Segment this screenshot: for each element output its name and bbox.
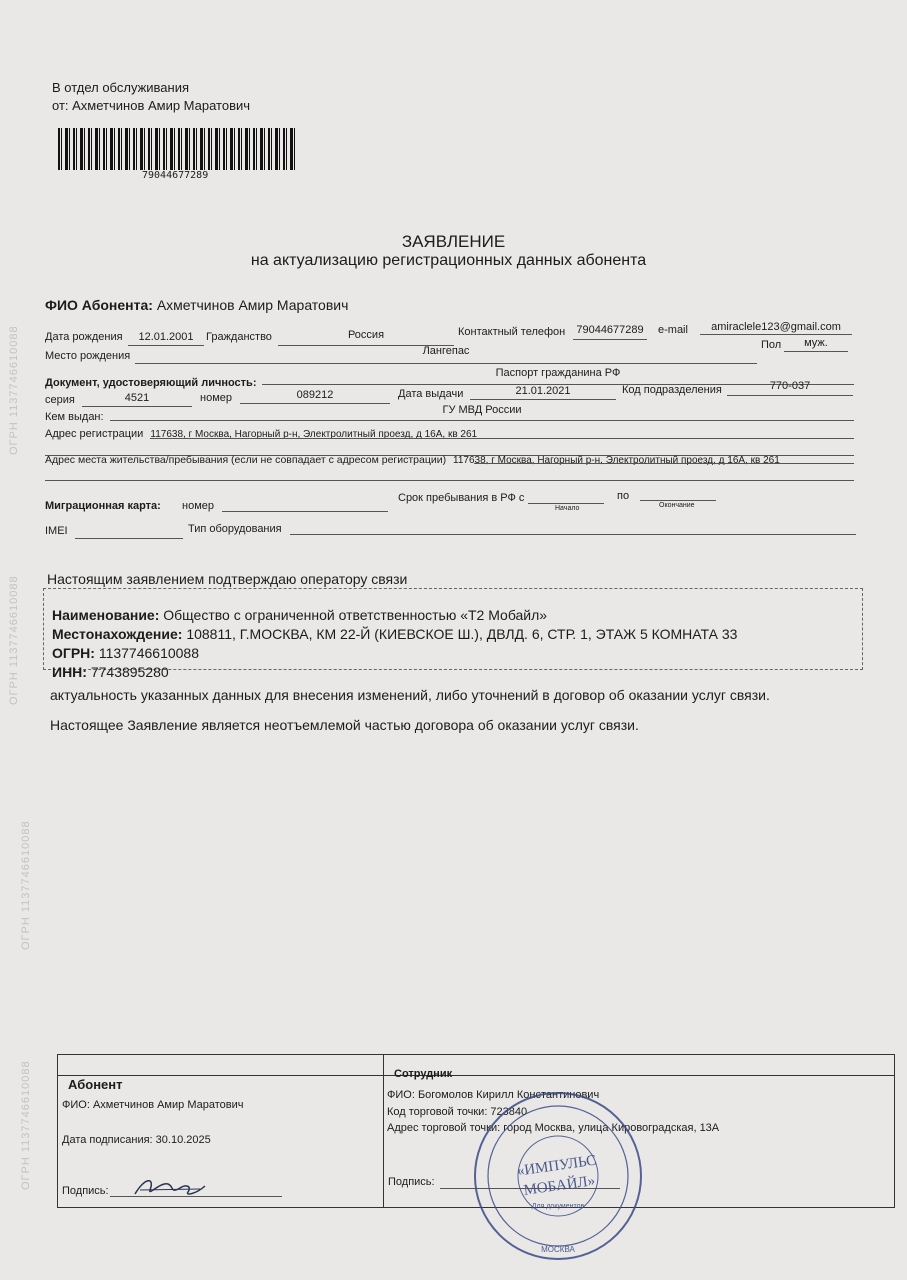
svg-text:МОБАЙЛ»: МОБАЙЛ» xyxy=(522,1172,597,1199)
subscriber-header: Абонент xyxy=(68,1077,123,1092)
live-address-line-2 xyxy=(45,480,854,481)
operator-ogrn: 1137746610088 xyxy=(98,645,200,661)
email-line xyxy=(700,334,852,335)
dept-code-label: Код подразделения xyxy=(622,384,722,396)
employee-sign-label: Подпись: xyxy=(388,1176,435,1188)
from-label: от: xyxy=(52,98,69,113)
dept-code-line xyxy=(727,395,853,396)
issue-date-value: 21.01.2021 xyxy=(515,385,571,397)
signature-table-header-line xyxy=(58,1075,894,1076)
phone-value: 79044677289 xyxy=(576,324,644,336)
operator-ogrn-label: ОГРН: xyxy=(52,645,95,661)
citizenship-value: Россия xyxy=(347,329,385,341)
birth-place-value: Лангепас xyxy=(422,345,470,357)
issued-by-label: Кем выдан: xyxy=(45,411,104,423)
phone-label: Контактный телефон xyxy=(458,326,566,338)
stay-start-caption: Начало xyxy=(555,505,580,512)
email-label: e-mail xyxy=(658,324,688,336)
operator-name: Общество с ограниченной ответственностью «Т2 Мобайл» xyxy=(163,607,548,623)
signature-table-divider xyxy=(383,1055,384,1207)
sex-value: муж. xyxy=(804,337,828,349)
subscriber-signature-icon xyxy=(130,1172,210,1200)
operator-inn-label: ИНН: xyxy=(52,664,87,680)
stay-from-line xyxy=(528,503,604,504)
operator-inn: 7743895280 xyxy=(90,664,169,680)
title-main: ЗАЯВЛЕНИЕ xyxy=(401,232,506,251)
stay-end-caption: Окончание xyxy=(659,502,695,509)
birth-date-label: Дата рождения xyxy=(45,331,123,343)
sign-date: Дата подписания: 30.10.2025 xyxy=(62,1134,211,1146)
birth-date-value: 12.01.2001 xyxy=(138,331,194,343)
operator-ogrn-row xyxy=(52,645,199,661)
issued-by-line xyxy=(110,420,854,421)
series-label: серия xyxy=(45,394,75,406)
company-stamp-icon xyxy=(472,1090,644,1262)
birth-place-line xyxy=(135,363,757,364)
dept-code-value: 770-037 xyxy=(769,380,811,392)
live-address-label: Адрес места жительства/пребывания (если не совпадает с адресом регистрации) xyxy=(45,454,447,466)
barcode-number: 79044677289 xyxy=(142,170,209,181)
employee-fio: ФИО: Богомолов Кирилл Константинович xyxy=(387,1089,600,1101)
issue-date-line xyxy=(470,399,616,400)
citizenship-label: Гражданство xyxy=(206,331,272,343)
reg-address-value: 117638, г Москва, Нагорный р-н, Электролитный проезд, д 16А, кв 261 xyxy=(150,429,478,440)
number-label: номер xyxy=(200,392,232,404)
reg-address-label: Адрес регистрации xyxy=(45,428,144,440)
stay-to-line xyxy=(640,500,716,501)
barcode xyxy=(58,128,296,170)
side-ogrn-4: ОГРН 1137746610088 xyxy=(20,1060,32,1190)
operator-name-row xyxy=(52,607,547,623)
side-ogrn-1: ОГРН 1137746610088 xyxy=(8,325,20,455)
side-ogrn-2: ОГРН 1137746610088 xyxy=(8,575,20,705)
operator-location-label: Местонахождение: xyxy=(52,626,183,642)
live-address-row xyxy=(45,454,780,466)
operator-location-row xyxy=(52,626,737,642)
svg-text:МОСКВА: МОСКВА xyxy=(541,1245,575,1254)
stay-period-label: Срок пребывания в РФ с xyxy=(398,492,525,504)
from-name: Ахметчинов Амир Маратович xyxy=(72,98,251,113)
reg-address-line xyxy=(150,438,854,439)
migration-label: Миграционная карта: xyxy=(45,500,161,512)
live-address-line xyxy=(474,463,854,464)
issued-by-value: ГУ МВД России xyxy=(442,404,522,416)
from-line xyxy=(52,98,250,113)
email-value: amiraclele123@gmail.com xyxy=(711,321,841,333)
doc-value: Паспорт гражданина РФ xyxy=(495,367,621,379)
live-address-value: 117638, г Москва, Нагорный р-н, Электролитный проезд, д 16А, кв 261 xyxy=(453,455,780,466)
sex-line xyxy=(784,351,848,352)
svg-text:«ИМПУЛЬС: «ИМПУЛЬС xyxy=(515,1152,598,1180)
fio-row xyxy=(45,297,348,313)
number-value: 089212 xyxy=(296,389,334,401)
svg-text:Для документов: Для документов xyxy=(531,1203,585,1210)
side-ogrn-3: ОГРН 1137746610088 xyxy=(20,820,32,950)
imei-line xyxy=(75,538,183,539)
imei-label: IMEI xyxy=(45,525,68,537)
subscriber-sign-label: Подпись: xyxy=(62,1185,109,1197)
employee-header: Сотрудник xyxy=(394,1068,453,1080)
equipment-line xyxy=(290,534,856,535)
fio-value: Ахметчинов Амир Маратович xyxy=(156,297,349,313)
doc-label: Документ, удостоверяющий личность: xyxy=(45,377,257,389)
migration-number-label: номер xyxy=(182,500,214,512)
subscriber-fio: ФИО: Ахметчинов Амир Маратович xyxy=(62,1099,244,1111)
contract-text: Настоящее Заявление является неотъемлемой частью договора об оказании услуг связи. xyxy=(50,717,639,733)
to-department: В отдел обслуживания xyxy=(52,80,190,95)
operator-inn-row xyxy=(52,664,169,680)
stay-to-label: по xyxy=(617,490,630,502)
operator-location: 108811, Г.МОСКВА, КМ 22-Й (КИЕВСКОЕ Ш.), ДВЛД. 6, СТР. 1, ЭТАЖ 5 КОМНАТА 33 xyxy=(186,626,738,642)
migration-number-line xyxy=(222,511,388,512)
phone-line xyxy=(573,339,647,340)
sex-label: Пол xyxy=(761,339,782,351)
relevance-text: актуальность указанных данных для внесения изменений, либо уточнений в договор об оказании услуг связи. xyxy=(50,687,770,703)
equipment-label: Тип оборудования xyxy=(188,523,282,535)
title-sub: на актуализацию регистрационных данных абонента xyxy=(250,252,647,269)
issue-date-label: Дата выдачи xyxy=(398,388,464,400)
point-address: Адрес торговой точки: город Москва, улица Кировоградская, 13А xyxy=(387,1122,720,1134)
birth-place-label: Место рождения xyxy=(45,350,131,362)
series-value: 4521 xyxy=(124,392,150,404)
point-code: Код торговой точки: 723840 xyxy=(387,1106,528,1118)
fio-label: ФИО Абонента: xyxy=(45,297,153,313)
operator-name-label: Наименование: xyxy=(52,607,160,623)
confirm-text: Настоящим заявлением подтверждаю оператору связи xyxy=(47,571,408,587)
